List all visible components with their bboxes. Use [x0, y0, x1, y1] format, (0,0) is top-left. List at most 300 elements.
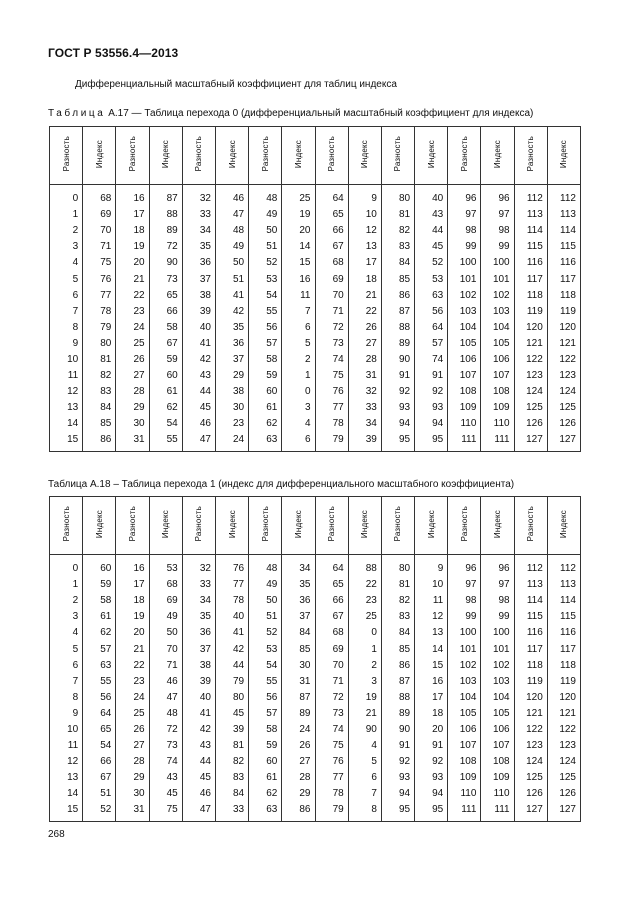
table-cell: 76 — [315, 384, 348, 400]
table-cell: 100 — [448, 255, 481, 271]
table-cell: 109 — [448, 400, 481, 416]
table-cell: 41 — [215, 288, 248, 304]
column-header-label: Индекс — [360, 139, 370, 169]
table-cell: 40 — [182, 320, 215, 336]
table-cell: 125 — [514, 400, 547, 416]
table-cell: 126 — [514, 416, 547, 432]
table-cell: 20 — [116, 255, 149, 271]
table-cell: 53 — [249, 271, 282, 287]
table-cell: 4 — [50, 255, 83, 271]
table-cell: 74 — [149, 754, 182, 770]
table-cell: 23 — [116, 304, 149, 320]
table-cell: 50 — [249, 223, 282, 239]
table-cell: 102 — [448, 288, 481, 304]
table-cell: 117 — [514, 641, 547, 657]
table-cell: 104 — [448, 320, 481, 336]
table-cell: 88 — [149, 207, 182, 223]
table-cell: 0 — [50, 555, 83, 578]
table-row — [50, 304, 581, 320]
table-cell: 13 — [50, 400, 83, 416]
table-cell: 6 — [50, 288, 83, 304]
table-cell: 119 — [514, 674, 547, 690]
table-cell: 84 — [215, 786, 248, 802]
table-cell: 83 — [215, 770, 248, 786]
table-cell: 57 — [249, 336, 282, 352]
table-cell: 35 — [282, 577, 315, 593]
column-header-label: Индекс — [94, 139, 104, 169]
table-cell: 39 — [182, 674, 215, 690]
table-cell: 17 — [348, 255, 381, 271]
table-cell: 43 — [149, 770, 182, 786]
table-cell: 28 — [348, 352, 381, 368]
table-cell: 85 — [83, 416, 116, 432]
table-cell: 57 — [249, 706, 282, 722]
column-header-label: Индекс — [426, 509, 436, 539]
table-cell: 27 — [116, 738, 149, 754]
table-cell: 3 — [282, 400, 315, 416]
table-cell: 122 — [514, 352, 547, 368]
table-cell: 115 — [514, 239, 547, 255]
table-cell: 113 — [514, 207, 547, 223]
table-cell: 53 — [249, 641, 282, 657]
table-cell: 36 — [215, 336, 248, 352]
table-row — [50, 368, 581, 384]
table-cell: 107 — [448, 368, 481, 384]
column-header — [249, 127, 282, 185]
table-cell: 55 — [149, 432, 182, 451]
table-cell: 40 — [182, 690, 215, 706]
table-cell: 18 — [348, 271, 381, 287]
table-cell: 61 — [249, 770, 282, 786]
table-cell: 41 — [215, 625, 248, 641]
table-cell: 6 — [282, 432, 315, 451]
table-cell: 14 — [50, 786, 83, 802]
table-cell: 36 — [282, 593, 315, 609]
table-row — [50, 641, 581, 657]
table-cell: 123 — [514, 738, 547, 754]
column-header — [514, 127, 547, 185]
table-cell: 19 — [348, 690, 381, 706]
table-cell: 97 — [481, 207, 514, 223]
table-cell: 109 — [481, 770, 514, 786]
table-cell: 122 — [547, 352, 580, 368]
table-cell: 73 — [149, 271, 182, 287]
table-cell: 68 — [149, 577, 182, 593]
table-cell: 102 — [448, 658, 481, 674]
table-cell: 16 — [116, 185, 149, 208]
table-cell: 51 — [215, 271, 248, 287]
table-row — [50, 384, 581, 400]
table-cell: 24 — [215, 432, 248, 451]
column-header-label: Индекс — [161, 509, 171, 539]
table-cell: 116 — [514, 255, 547, 271]
table-cell: 31 — [348, 368, 381, 384]
table-cell: 89 — [381, 336, 414, 352]
table-cell: 91 — [415, 368, 448, 384]
table-cell: 31 — [116, 432, 149, 451]
table-cell: 9 — [415, 555, 448, 578]
column-header — [50, 497, 83, 555]
table-cell: 116 — [547, 625, 580, 641]
table-cell: 5 — [50, 271, 83, 287]
table-cell: 52 — [415, 255, 448, 271]
table-cell: 24 — [116, 320, 149, 336]
table-cell: 37 — [282, 609, 315, 625]
column-header-label: Индекс — [493, 139, 503, 169]
table-cell: 99 — [481, 609, 514, 625]
table-cell: 119 — [547, 304, 580, 320]
table-cell: 45 — [149, 786, 182, 802]
table-cell: 30 — [116, 786, 149, 802]
table-cell: 75 — [149, 802, 182, 821]
table-cell: 47 — [149, 690, 182, 706]
table-cell: 21 — [348, 706, 381, 722]
table-cell: 53 — [415, 271, 448, 287]
table-cell: 90 — [348, 722, 381, 738]
table-row — [50, 320, 581, 336]
table-cell: 68 — [315, 255, 348, 271]
table-cell: 74 — [415, 352, 448, 368]
table-cell: 65 — [315, 207, 348, 223]
table-cell: 78 — [315, 416, 348, 432]
table-cell: 27 — [282, 754, 315, 770]
table-cell: 45 — [215, 706, 248, 722]
table-cell: 78 — [315, 786, 348, 802]
table-cell: 43 — [415, 207, 448, 223]
table-cell: 66 — [315, 593, 348, 609]
table-cell: 63 — [249, 802, 282, 821]
column-header-label: Разность — [260, 136, 270, 172]
table-cell: 114 — [514, 593, 547, 609]
table-cell: 104 — [481, 320, 514, 336]
table-cell: 11 — [50, 738, 83, 754]
table-cell: 111 — [481, 432, 514, 451]
table-cell: 81 — [215, 738, 248, 754]
table-cell: 105 — [481, 336, 514, 352]
table-cell: 124 — [514, 384, 547, 400]
table-cell: 126 — [547, 416, 580, 432]
table-cell: 107 — [481, 738, 514, 754]
table-cell: 103 — [448, 304, 481, 320]
table-cell: 10 — [415, 577, 448, 593]
table-cell: 41 — [182, 336, 215, 352]
table-cell: 52 — [83, 802, 116, 821]
table-cell: 66 — [149, 304, 182, 320]
table-cell: 119 — [514, 304, 547, 320]
table-cell: 92 — [381, 384, 414, 400]
table-cell: 6 — [348, 770, 381, 786]
table-cell: 54 — [249, 658, 282, 674]
table-cell: 104 — [448, 690, 481, 706]
table-cell: 24 — [116, 690, 149, 706]
table-cell: 56 — [415, 304, 448, 320]
table-cell: 121 — [547, 336, 580, 352]
column-header-label: Разность — [459, 136, 469, 172]
table-cell: 55 — [249, 304, 282, 320]
column-header — [547, 497, 580, 555]
table-cell: 15 — [50, 432, 83, 451]
table-cell: 85 — [381, 641, 414, 657]
table-cell: 48 — [249, 185, 282, 208]
table-cell: 26 — [116, 722, 149, 738]
table-row — [50, 255, 581, 271]
table-cell: 123 — [547, 368, 580, 384]
table-cell: 85 — [282, 641, 315, 657]
table-cell: 79 — [315, 432, 348, 451]
table-cell: 30 — [282, 658, 315, 674]
section-subtitle: Дифференциальный масштабный коэффициент для таблиц индекса — [75, 79, 397, 90]
column-header — [448, 127, 481, 185]
table-cell: 30 — [215, 400, 248, 416]
table-cell: 55 — [249, 674, 282, 690]
table-cell: 96 — [481, 555, 514, 578]
table-cell: 23 — [215, 416, 248, 432]
table-row — [50, 336, 581, 352]
table-cell: 15 — [282, 255, 315, 271]
table-cell: 88 — [381, 690, 414, 706]
table-cell: 111 — [448, 432, 481, 451]
column-header — [481, 497, 514, 555]
table-cell: 91 — [381, 738, 414, 754]
table-cell: 87 — [282, 690, 315, 706]
table-row — [50, 555, 581, 578]
table-cell: 112 — [514, 555, 547, 578]
table-cell: 97 — [481, 577, 514, 593]
table-cell: 42 — [182, 722, 215, 738]
table-row — [50, 352, 581, 368]
table-cell: 32 — [182, 185, 215, 208]
table-cell: 94 — [415, 786, 448, 802]
column-header-label: Разность — [194, 506, 204, 542]
table-cell: 70 — [315, 288, 348, 304]
table-cell: 121 — [514, 336, 547, 352]
table-cell: 118 — [514, 658, 547, 674]
table-cell: 71 — [83, 239, 116, 255]
table-cell: 25 — [116, 706, 149, 722]
column-header — [282, 127, 315, 185]
table-cell: 35 — [182, 609, 215, 625]
table-cell: 54 — [83, 738, 116, 754]
table-cell: 76 — [315, 754, 348, 770]
table-cell: 35 — [182, 239, 215, 255]
table-cell: 3 — [348, 674, 381, 690]
table-cell: 79 — [83, 320, 116, 336]
table-cell: 101 — [481, 271, 514, 287]
table-cell: 54 — [249, 288, 282, 304]
table-cell: 71 — [315, 304, 348, 320]
table-cell: 13 — [50, 770, 83, 786]
table-cell: 64 — [315, 555, 348, 578]
table-cell: 29 — [116, 400, 149, 416]
column-header-label: Индекс — [559, 139, 569, 169]
table-cell: 21 — [116, 641, 149, 657]
table-cell: 19 — [116, 239, 149, 255]
table-a18-header-row — [50, 497, 581, 555]
table-cell: 121 — [547, 706, 580, 722]
table-cell: 106 — [448, 722, 481, 738]
table-cell: 108 — [481, 384, 514, 400]
table-cell: 57 — [415, 336, 448, 352]
table-cell: 111 — [448, 802, 481, 821]
table-row — [50, 223, 581, 239]
column-header-label: Разность — [260, 506, 270, 542]
column-header-label: Индекс — [94, 509, 104, 539]
table-row — [50, 738, 581, 754]
table-cell: 56 — [249, 320, 282, 336]
table-cell: 115 — [547, 609, 580, 625]
table-cell: 58 — [83, 593, 116, 609]
table-cell: 7 — [50, 304, 83, 320]
table-cell: 60 — [249, 754, 282, 770]
table-cell: 70 — [83, 223, 116, 239]
table-cell: 120 — [514, 320, 547, 336]
column-header — [116, 127, 149, 185]
table-cell: 0 — [50, 185, 83, 208]
table-cell: 96 — [448, 185, 481, 208]
table-cell: 104 — [481, 690, 514, 706]
table-cell: 93 — [381, 400, 414, 416]
document-code: ГОСТ Р 53556.4—2013 — [48, 46, 179, 60]
table-cell: 58 — [249, 722, 282, 738]
table-cell: 7 — [50, 674, 83, 690]
table-cell: 118 — [547, 288, 580, 304]
table-cell: 13 — [348, 239, 381, 255]
table-cell: 44 — [182, 754, 215, 770]
table-cell: 94 — [415, 416, 448, 432]
table-cell: 114 — [547, 593, 580, 609]
column-header — [182, 497, 215, 555]
table-cell: 14 — [415, 641, 448, 657]
table-cell: 109 — [448, 770, 481, 786]
table-cell: 88 — [348, 555, 381, 578]
table-cell: 5 — [348, 754, 381, 770]
table-cell: 82 — [83, 368, 116, 384]
column-header — [282, 497, 315, 555]
table-cell: 87 — [381, 304, 414, 320]
table-cell: 44 — [215, 658, 248, 674]
table-cell: 127 — [547, 432, 580, 451]
table-cell: 95 — [415, 432, 448, 451]
table-cell: 99 — [448, 239, 481, 255]
table-cell: 60 — [249, 384, 282, 400]
table-cell: 34 — [282, 555, 315, 578]
table-cell: 86 — [381, 288, 414, 304]
table-cell: 66 — [83, 754, 116, 770]
table-cell: 14 — [50, 416, 83, 432]
table-cell: 28 — [116, 754, 149, 770]
table-cell: 102 — [481, 288, 514, 304]
table-cell: 2 — [348, 658, 381, 674]
table-cell: 113 — [514, 577, 547, 593]
column-header — [348, 127, 381, 185]
table-cell: 93 — [415, 770, 448, 786]
table-cell: 80 — [381, 185, 414, 208]
column-header-label: Разность — [459, 506, 469, 542]
table-cell: 105 — [481, 706, 514, 722]
table-cell: 71 — [315, 674, 348, 690]
table-cell: 74 — [315, 722, 348, 738]
table-cell: 77 — [83, 288, 116, 304]
table-row — [50, 770, 581, 786]
table-row — [50, 609, 581, 625]
table-cell: 124 — [547, 384, 580, 400]
table-cell: 58 — [149, 320, 182, 336]
table-cell: 67 — [315, 239, 348, 255]
column-header-label: Разность — [61, 136, 71, 172]
table-cell: 106 — [448, 352, 481, 368]
table-cell: 118 — [547, 658, 580, 674]
table-cell: 72 — [315, 320, 348, 336]
table-cell: 18 — [116, 593, 149, 609]
table-cell: 16 — [415, 674, 448, 690]
table-cell: 80 — [215, 690, 248, 706]
table-cell: 122 — [547, 722, 580, 738]
table-cell: 45 — [182, 770, 215, 786]
table-cell: 114 — [547, 223, 580, 239]
table-cell: 39 — [182, 304, 215, 320]
table-cell: 117 — [547, 641, 580, 657]
table-a18-body — [50, 555, 581, 822]
column-header — [149, 497, 182, 555]
table-cell: 29 — [282, 786, 315, 802]
table-cell: 82 — [381, 223, 414, 239]
table-cell: 7 — [282, 304, 315, 320]
table-cell: 48 — [149, 706, 182, 722]
table-cell: 100 — [481, 255, 514, 271]
table-cell: 16 — [282, 271, 315, 287]
table-cell: 109 — [481, 400, 514, 416]
table-cell: 121 — [514, 706, 547, 722]
table-cell: 90 — [149, 255, 182, 271]
table-cell: 5 — [282, 336, 315, 352]
column-header — [116, 497, 149, 555]
table-cell: 63 — [83, 658, 116, 674]
table-cell: 57 — [83, 641, 116, 657]
column-header-label: Разность — [194, 136, 204, 172]
table-cell: 91 — [415, 738, 448, 754]
column-header — [348, 497, 381, 555]
table-cell: 86 — [381, 658, 414, 674]
table-cell: 127 — [514, 802, 547, 821]
table-cell: 44 — [182, 384, 215, 400]
table-cell: 79 — [215, 674, 248, 690]
table-row — [50, 690, 581, 706]
table-cell: 32 — [348, 384, 381, 400]
table-cell: 126 — [547, 786, 580, 802]
table-cell: 49 — [215, 239, 248, 255]
table-cell: 83 — [83, 384, 116, 400]
table-row — [50, 185, 581, 208]
table-cell: 93 — [415, 400, 448, 416]
table-cell: 77 — [215, 577, 248, 593]
table-cell: 63 — [415, 288, 448, 304]
table-row — [50, 625, 581, 641]
table-cell: 1 — [282, 368, 315, 384]
table-cell: 33 — [348, 400, 381, 416]
table-cell: 92 — [415, 754, 448, 770]
table-cell: 60 — [83, 555, 116, 578]
table-cell: 32 — [182, 555, 215, 578]
table-cell: 51 — [249, 239, 282, 255]
table-cell: 76 — [215, 555, 248, 578]
table-cell: 103 — [481, 674, 514, 690]
column-header — [315, 127, 348, 185]
table-cell: 58 — [249, 352, 282, 368]
table-cell: 23 — [116, 674, 149, 690]
table-cell: 51 — [83, 786, 116, 802]
table-cell: 78 — [215, 593, 248, 609]
table-cell: 111 — [481, 802, 514, 821]
